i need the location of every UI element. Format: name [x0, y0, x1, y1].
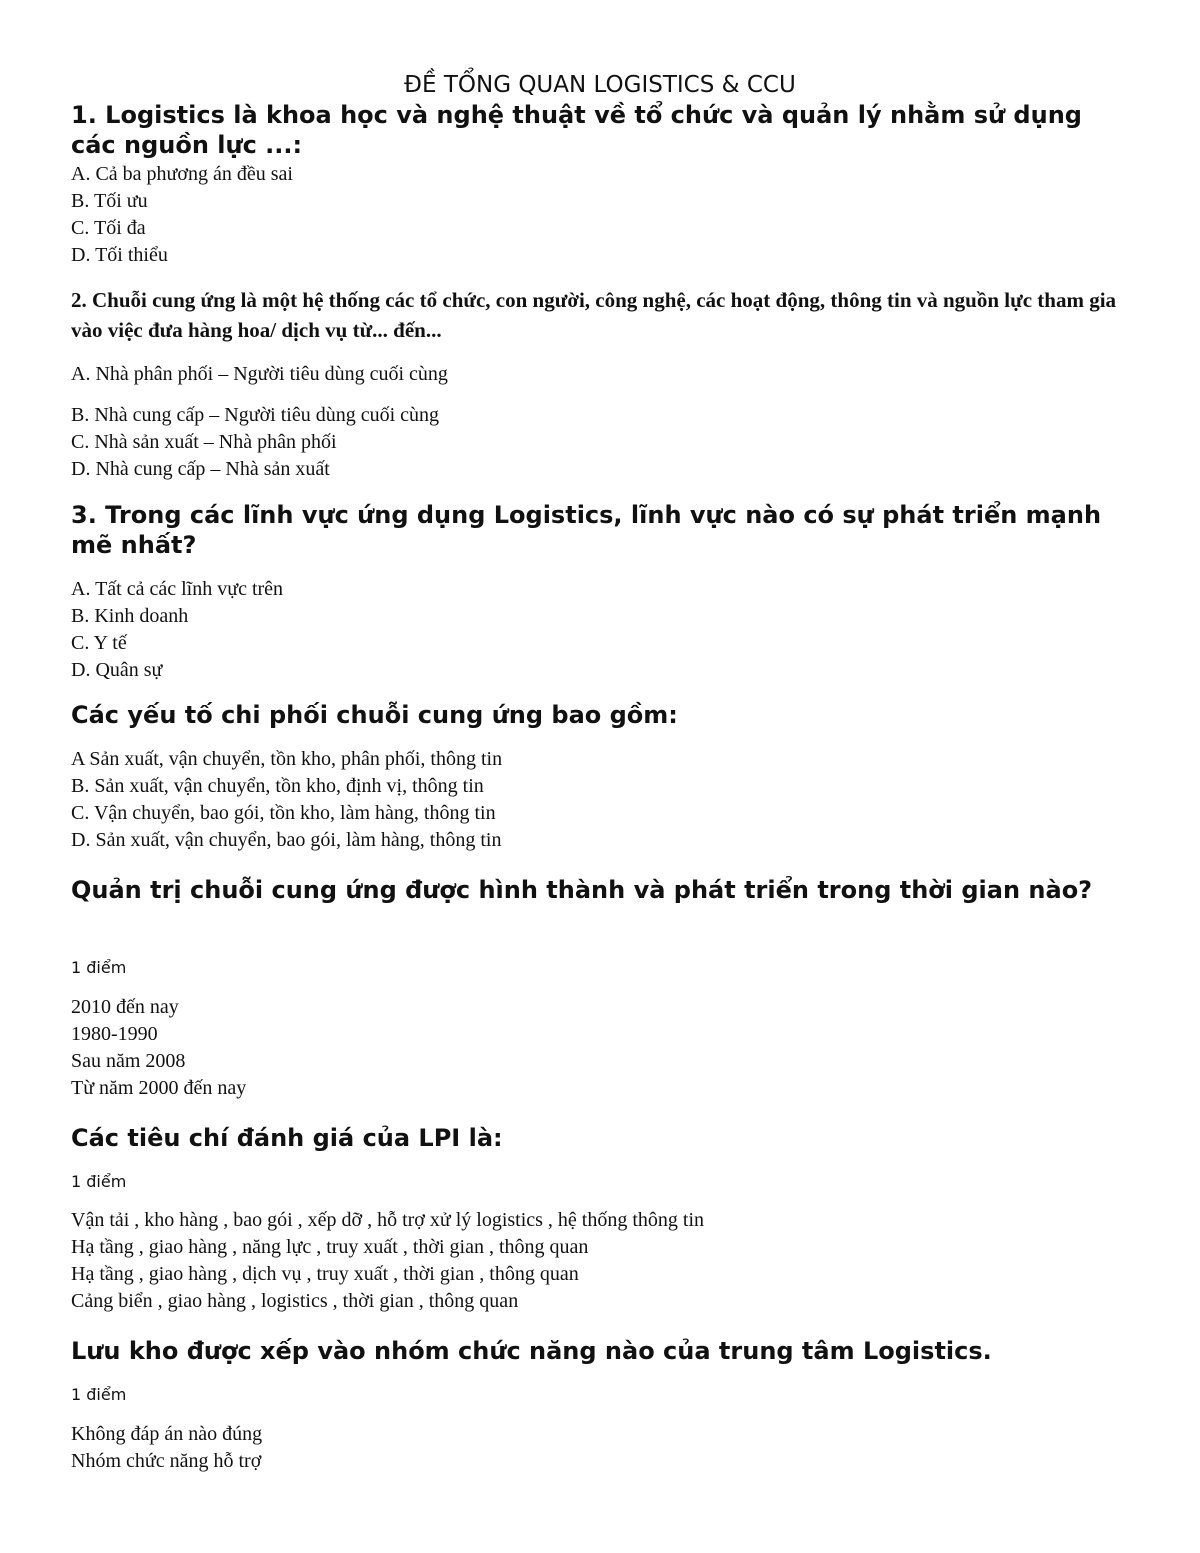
option-c: C. Vận chuyển, bao gói, tồn kho, làm hàng, thông tin — [71, 802, 496, 824]
score-label: 1 điểm — [71, 1172, 127, 1191]
option-d: D. Nhà cung cấp – Nhà sản xuất — [71, 458, 330, 480]
option-2: 1980-1990 — [71, 1023, 158, 1045]
question-3-options — [71, 576, 1131, 684]
question-1-options — [71, 161, 1131, 269]
option-2: Hạ tầng , giao hàng , năng lực , truy xuất , thời gian , thông quan — [71, 1236, 589, 1258]
question-5: Quản trị chuỗi cung ứng được hình thành và phát triển trong thời gian nào? — [71, 876, 1093, 904]
option-b: B. Tối ưu — [71, 190, 148, 212]
document-title: ĐỀ TỔNG QUAN LOGISTICS & CCU — [404, 72, 796, 98]
option-b: B. Sản xuất, vận chuyển, tồn kho, định vị, thông tin — [71, 775, 484, 797]
option-d: D. Quân sự — [71, 659, 163, 681]
option-b: B. Kinh doanh — [71, 605, 189, 627]
question-1: 1. Logistics là khoa học và nghệ thuật về tổ chức và quản lý nhằm sử dụng các nguồn lực ...: — [71, 101, 1082, 159]
option-d: D. Sản xuất, vận chuyển, bao gói, làm hàng, thông tin — [71, 829, 502, 851]
score-label: 1 điểm — [71, 1385, 127, 1404]
option-2: Nhóm chức năng hỗ trợ — [71, 1450, 262, 1472]
option-c: C. Nhà sản xuất – Nhà phân phối — [71, 431, 337, 453]
option-d: D. Tối thiểu — [71, 244, 168, 266]
question-2-option-a — [71, 361, 1131, 388]
question-7-options — [71, 1421, 1131, 1475]
question-7: Lưu kho được xếp vào nhóm chức năng nào của trung tâm Logistics. — [71, 1337, 992, 1365]
option-3: Hạ tầng , giao hàng , dịch vụ , truy xuất , thời gian , thông quan — [71, 1263, 579, 1285]
option-1: 2010 đến nay — [71, 996, 179, 1018]
option-3: Sau năm 2008 — [71, 1050, 186, 1072]
option-4: Cảng biển , giao hàng , logistics , thời gian , thông quan — [71, 1290, 519, 1312]
question-4-options — [71, 746, 1131, 854]
option-a: A. Cả ba phương án đều sai — [71, 163, 293, 185]
option-1: Vận tải , kho hàng , bao gói , xếp dỡ , hỗ trợ xử lý logistics , hệ thống thông tin — [71, 1209, 705, 1231]
option-c: C. Tối đa — [71, 217, 146, 239]
question-3: 3. Trong các lĩnh vực ứng dụng Logistics, lĩnh vực nào có sự phát triển mạnh mẽ nhất? — [71, 501, 1102, 559]
question-2-options — [71, 402, 1131, 483]
option-a: A. Tất cả các lĩnh vực trên — [71, 578, 284, 600]
question-2: 2. Chuỗi cung ứng là một hệ thống các tổ chức, con người, công nghệ, các hoạt động, thông tin và nguồn lực tham gia vào việc đưa hàng hoa/ dịch vụ từ... đến... — [71, 288, 1117, 342]
score-label: 1 điểm — [71, 958, 127, 977]
option-b: B. Nhà cung cấp – Người tiêu dùng cuối cùng — [71, 404, 440, 426]
question-4: Các yếu tố chi phối chuỗi cung ứng bao gồm: — [71, 701, 678, 729]
question-6-options — [71, 1207, 1131, 1315]
option-c: C. Y tế — [71, 632, 127, 654]
option-4: Từ năm 2000 đến nay — [71, 1077, 247, 1099]
question-5-options — [71, 994, 1131, 1102]
option-1: Không đáp án nào đúng — [71, 1423, 263, 1445]
question-6: Các tiêu chí đánh giá của LPI là: — [71, 1124, 503, 1152]
option-a: A. Nhà phân phối – Người tiêu dùng cuối cùng — [71, 363, 448, 385]
option-a: A Sản xuất, vận chuyển, tồn kho, phân phối, thông tin — [71, 748, 503, 770]
